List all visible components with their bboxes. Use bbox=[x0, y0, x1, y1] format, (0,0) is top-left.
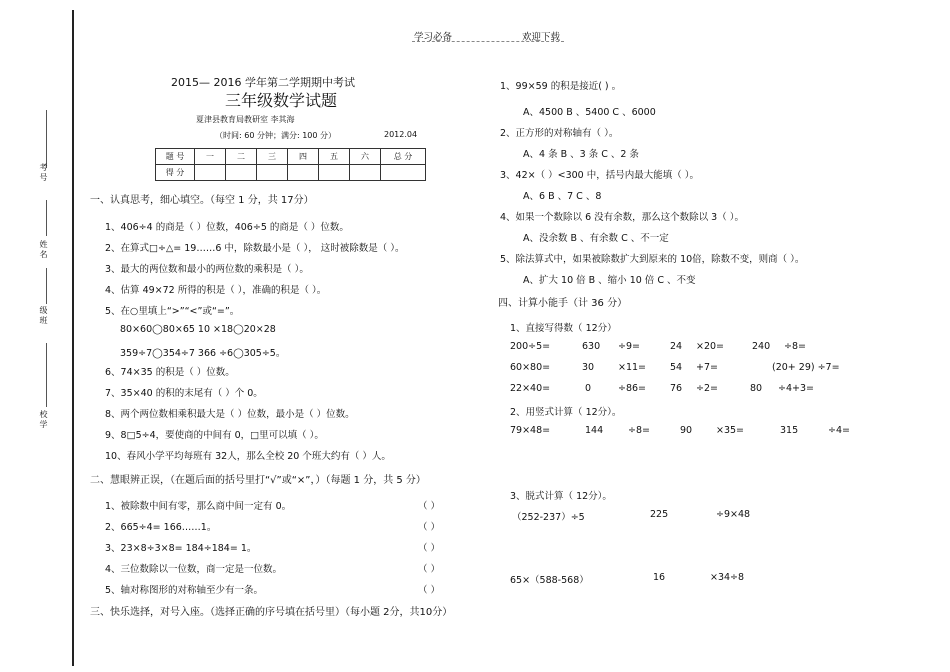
score-header-cell: 题 号 bbox=[156, 149, 195, 165]
oral-calc-cell: ×11= bbox=[618, 362, 647, 373]
score-cell[interactable] bbox=[195, 165, 226, 181]
answer-bracket[interactable]: （ ） bbox=[418, 501, 441, 512]
oral-calc-cell: 60×80= bbox=[510, 362, 551, 373]
subsection-title: 1、直接写得数（ 12分） bbox=[510, 323, 617, 334]
expression-cell: 65×（588-568） bbox=[510, 575, 589, 586]
header-right-text: 欢迎下载 bbox=[522, 32, 561, 43]
vertical-calc-cell: 144 bbox=[585, 425, 604, 436]
mc-options: A、6 B 、7 C 、8 bbox=[523, 191, 602, 202]
compare-line: 359÷7◯354÷7 366 ÷6◯305÷5。 bbox=[120, 348, 286, 359]
oral-calc-cell: ÷86= bbox=[618, 383, 647, 394]
exam-title: 2015— 2016 学年第二学期期中考试 bbox=[171, 76, 355, 89]
answer-bracket[interactable]: （ ） bbox=[418, 522, 441, 533]
section-1-title: 一、认真思考，细心填空。（每空 1 分，共 17分） bbox=[90, 195, 314, 206]
question-item: 10、春风小学平均每班有 32人，那么全校 20 个班大约有（ ）人。 bbox=[105, 451, 391, 462]
mc-question: 1、99×59 的积是接近( ) 。 bbox=[500, 81, 622, 92]
oral-calc-cell: 22×40= bbox=[510, 383, 551, 394]
score-header-cell: 六 bbox=[350, 149, 381, 165]
judge-item: 3、23×8÷3×8= 184÷184= 1。 bbox=[105, 543, 257, 554]
judge-item: 1、被除数中间有零，那么商中间一定有 0。 bbox=[105, 501, 292, 512]
score-header-cell: 一 bbox=[195, 149, 226, 165]
mc-options: A、没余数 B 、有余数 C 、不一定 bbox=[523, 233, 669, 244]
subsection-title: 3、脱式计算（ 12分）。 bbox=[510, 491, 612, 502]
vertical-calc-cell: 90 bbox=[680, 425, 693, 436]
score-table bbox=[155, 148, 426, 181]
side-divider bbox=[46, 110, 47, 168]
exam-time-info: （时间: 60 分钟；满分: 100 分） bbox=[215, 131, 337, 140]
oral-calc-cell: ÷2= bbox=[696, 383, 718, 394]
section-2-title: 二、慧眼辨正误，（在题后面的括号里打“√”或“×”，）（每题 1 分，共 5 分） bbox=[90, 475, 426, 486]
score-header-cell: 总 分 bbox=[381, 149, 426, 165]
mc-options: A、扩大 10 倍 B 、缩小 10 倍 C 、不变 bbox=[523, 275, 696, 286]
oral-calc-cell: +7= bbox=[696, 362, 718, 373]
question-item: 9、8□5÷4，要使商的中间有 0，□里可以填（ ）。 bbox=[105, 430, 324, 441]
side-divider bbox=[46, 343, 47, 407]
exam-date: 2012.04 bbox=[384, 130, 418, 139]
question-item: 8、两个两位数相乘积最大是（ ）位数，最小是（ ）位数。 bbox=[105, 409, 355, 420]
oral-calc-cell: 630 bbox=[582, 341, 601, 352]
mc-question: 3、42×（ ）<300 中，括号内最大能填（ ）。 bbox=[500, 170, 699, 181]
answer-bracket[interactable]: （ ） bbox=[418, 564, 441, 575]
vertical-calc-cell: ×35= bbox=[716, 425, 745, 436]
score-header-cell: 五 bbox=[319, 149, 350, 165]
binding-line bbox=[72, 10, 74, 666]
mc-question: 2、正方形的对称轴有（ ）。 bbox=[500, 128, 619, 139]
expression-cell: （252-237）÷5 bbox=[512, 512, 585, 523]
question-item: 5、在○里填上“>”“<”或“=”。 bbox=[105, 306, 240, 317]
mc-question: 5、除法算式中，如果被除数扩大到原来的 10倍，除数不变，则商（ ）。 bbox=[500, 254, 805, 265]
vertical-calc-cell: ÷4= bbox=[828, 425, 850, 436]
oral-calc-cell: ÷8= bbox=[784, 341, 806, 352]
score-cell[interactable] bbox=[381, 165, 426, 181]
expression-cell: ÷9×48 bbox=[716, 509, 751, 520]
oral-calc-cell: 200÷5= bbox=[510, 341, 551, 352]
answer-bracket[interactable]: （ ） bbox=[418, 585, 441, 596]
score-row-label: 得 分 bbox=[156, 165, 195, 181]
side-label-exam-number: 考号 bbox=[39, 163, 48, 183]
score-cell[interactable] bbox=[319, 165, 350, 181]
score-cell[interactable] bbox=[257, 165, 288, 181]
oral-calc-cell: 0 bbox=[585, 383, 592, 394]
score-cell[interactable] bbox=[226, 165, 257, 181]
question-item: 6、74×35 的积是（ ）位数。 bbox=[105, 367, 235, 378]
score-header-cell: 四 bbox=[288, 149, 319, 165]
oral-calc-cell: 240 bbox=[752, 341, 771, 352]
oral-calc-cell: 80 bbox=[750, 383, 763, 394]
judge-item: 5、轴对称图形的对称轴至少有一条。 bbox=[105, 585, 264, 596]
score-cell[interactable] bbox=[288, 165, 319, 181]
judge-item: 4、三位数除以一位数，商一定是一位数。 bbox=[105, 564, 283, 575]
vertical-calc-cell: ÷8= bbox=[628, 425, 650, 436]
mc-question: 4、如果一个数除以 6 没有余数，那么这个数除以 3（ ）。 bbox=[500, 212, 744, 223]
section-3-title: 三、快乐选择，对号入座。（选择正确的序号填在括号里）（每小题 2分，共10分） bbox=[90, 607, 453, 618]
oral-calc-cell: 76 bbox=[670, 383, 683, 394]
oral-calc-cell: ×20= bbox=[696, 341, 725, 352]
compare-line: 80×60◯80×65 10 ×18◯20×28 bbox=[120, 324, 276, 335]
question-item: 3、最大的两位数和最小的两位数的乘积是（ ）。 bbox=[105, 264, 309, 275]
question-item: 1、406÷4 的商是（ ）位数，406÷5 的商是（ ）位数。 bbox=[105, 222, 349, 233]
section-4-title: 四、计算小能手（计 36 分） bbox=[498, 298, 628, 309]
vertical-calc-cell: 79×48= bbox=[510, 425, 551, 436]
question-item: 2、在算式□÷△= 19……6 中，除数最小是（ ）， 这时被除数是（ ）。 bbox=[105, 243, 405, 254]
header-underline bbox=[412, 41, 564, 42]
expression-cell: 16 bbox=[653, 572, 666, 583]
exam-author: 夏津县教育局教研室 李其海 bbox=[196, 115, 295, 124]
score-cell[interactable] bbox=[350, 165, 381, 181]
question-item: 7、35×40 的积的末尾有（ ）个 0。 bbox=[105, 388, 263, 399]
score-header-cell: 二 bbox=[226, 149, 257, 165]
exam-subtitle: 三年级数学试题 bbox=[225, 91, 338, 110]
score-header-cell: 三 bbox=[257, 149, 288, 165]
mc-options: A、4500 B 、5400 C 、6000 bbox=[523, 107, 656, 118]
side-divider bbox=[46, 268, 47, 304]
side-label-name: 姓名 bbox=[39, 240, 48, 260]
oral-calc-cell: 54 bbox=[670, 362, 683, 373]
mc-options: A、4 条 B 、3 条 C 、2 条 bbox=[523, 149, 639, 160]
expression-cell: 225 bbox=[650, 509, 669, 520]
question-item: 4、估算 49×72 所得的积是（ ），准确的积是（ ）。 bbox=[105, 285, 327, 296]
vertical-calc-cell: 315 bbox=[780, 425, 799, 436]
side-label-school: 校学 bbox=[39, 410, 48, 430]
side-label-class: 级班 bbox=[39, 306, 48, 326]
oral-calc-cell: 30 bbox=[582, 362, 595, 373]
oral-calc-cell: ÷4+3= bbox=[778, 383, 814, 394]
subsection-title: 2、用竖式计算（ 12分）。 bbox=[510, 407, 622, 418]
oral-calc-cell: (20+ 29) ÷7= bbox=[772, 362, 840, 373]
side-divider bbox=[46, 200, 47, 236]
oral-calc-cell: ÷9= bbox=[618, 341, 640, 352]
answer-bracket[interactable]: （ ） bbox=[418, 543, 441, 554]
expression-cell: ×34÷8 bbox=[710, 572, 745, 583]
judge-item: 2、665÷4= 166……1。 bbox=[105, 522, 217, 533]
header-left-text: 学习必备 bbox=[414, 32, 453, 43]
oral-calc-cell: 24 bbox=[670, 341, 683, 352]
